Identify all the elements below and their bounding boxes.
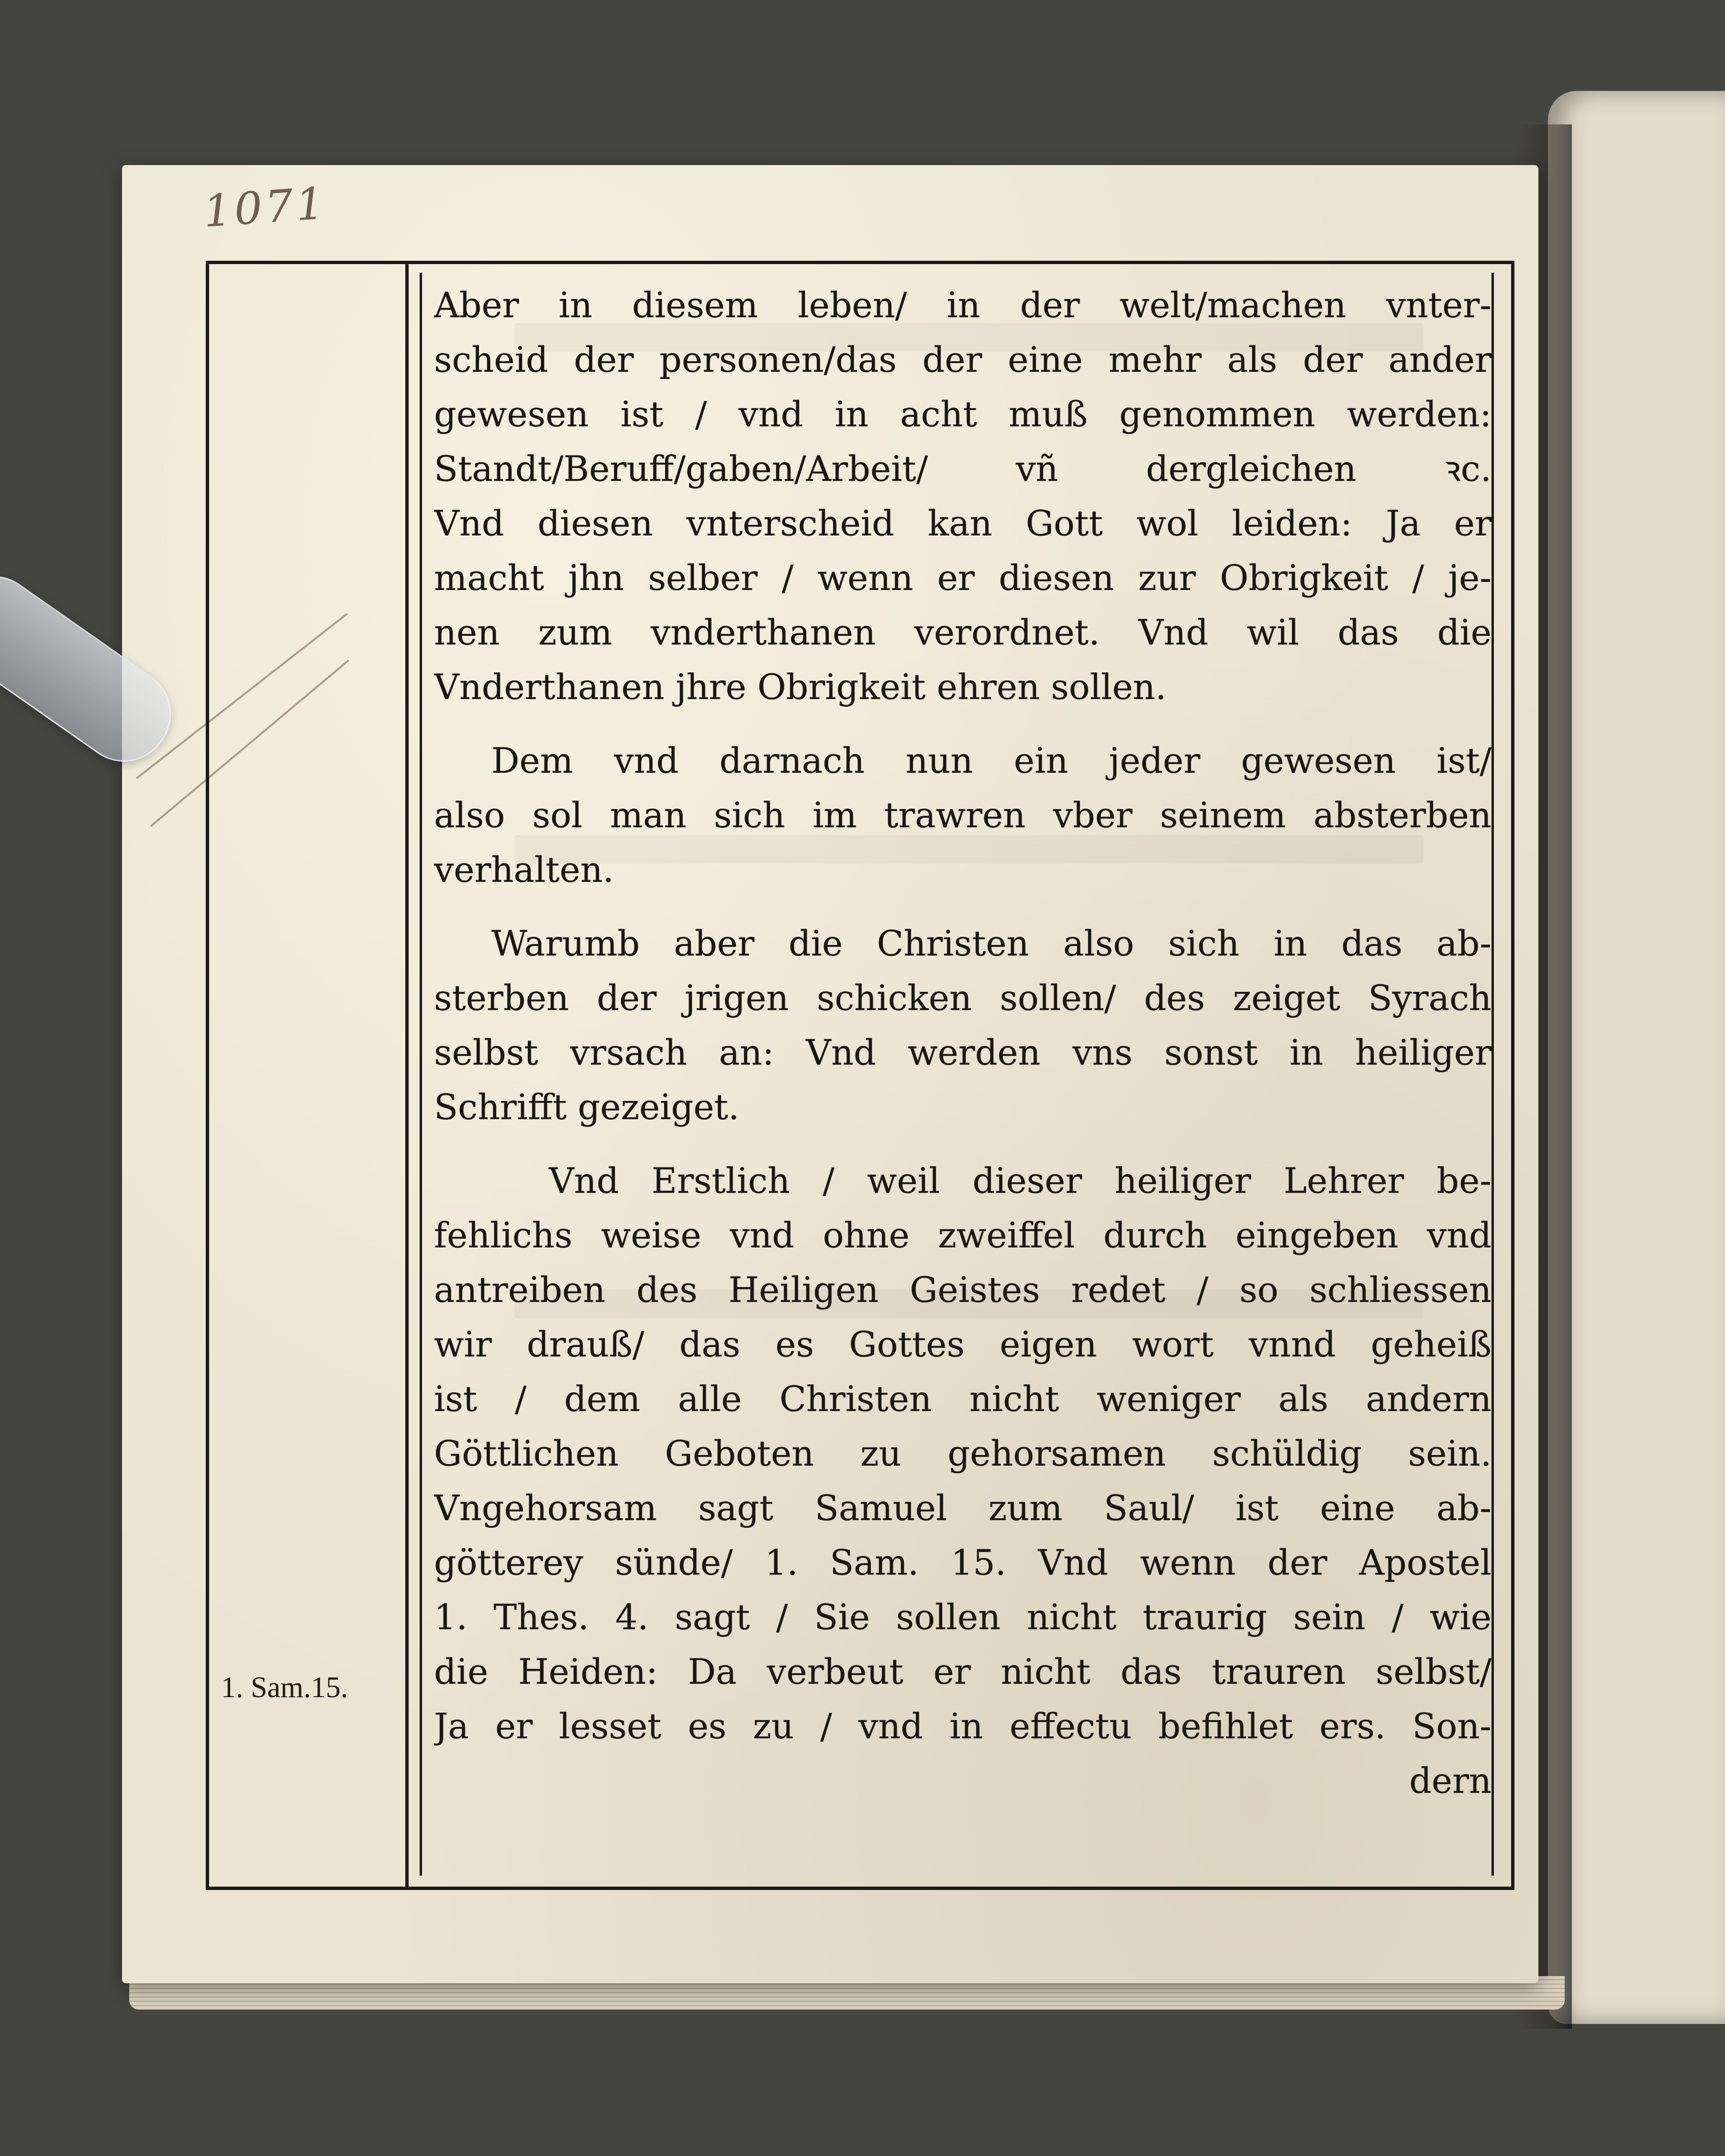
text-line: Standt/Beruff/gaben/Arbeit/ vñ dergleichen ꝛc. xyxy=(434,449,1491,489)
handwritten-page-number: 1071 xyxy=(201,178,329,237)
text-line: Vnd Erstlich / weil dieser heiliger Lehrer be- xyxy=(549,1161,1491,1201)
text-line: Vnderthanen jhre Obrigkeit ehren sollen. xyxy=(434,667,1167,708)
text-line: wir drauß/ das es Gottes eigen wort vnnd geheiß xyxy=(434,1324,1491,1365)
text-line: verhalten. xyxy=(434,850,614,890)
text-line: Schrifft gezeiget. xyxy=(434,1087,739,1128)
text-line: sterben der jrigen schicken sollen/ des zeiget Syrach xyxy=(434,978,1491,1019)
text-line: antreiben des Heiligen Geistes redet / so schliessen xyxy=(434,1270,1491,1311)
paragraph-gap xyxy=(434,715,1491,734)
text-line: Dem vnd darnach nun ein jeder gewesen ist/ xyxy=(491,741,1491,781)
book-page xyxy=(122,165,1538,1983)
text-line: götterey sünde/ 1. Sam. 15. Vnd wenn der Apostel xyxy=(434,1543,1491,1583)
marginal-note: 1. Sam.15. xyxy=(221,1671,348,1704)
body-text xyxy=(434,278,1491,1809)
text-line: scheid der personen/das der eine mehr als der ander xyxy=(434,340,1491,380)
text-line: selbst vrsach an: Vnd werden vns sonst in heiliger xyxy=(434,1033,1491,1073)
paragraph-gap xyxy=(434,898,1491,917)
text-line: Warumb aber die Christen also sich in das ab- xyxy=(491,923,1491,964)
text-line: die Heiden: Da verbeut er nicht das trauren selbst/ xyxy=(434,1652,1491,1692)
text-line: macht jhn selber / wenn er diesen zur Obrigkeit / je- xyxy=(434,558,1491,599)
text-line: Vnd diesen vnterscheid kan Gott wol leiden: Ja er xyxy=(434,503,1491,544)
text-line: dern xyxy=(1409,1761,1491,1801)
margin-divider xyxy=(405,264,409,1887)
text-line: fehlichs weise vnd ohne zweiffel durch eingeben vnd xyxy=(434,1215,1491,1256)
text-line: Göttlichen Geboten zu gehorsamen schüldig sein. xyxy=(434,1434,1491,1474)
printed-frame xyxy=(206,261,1514,1890)
text-line: Aber in diesem leben/ in der welt/machen vnter- xyxy=(434,285,1491,326)
text-line: 1. Thes. 4. sagt / Sie sollen nicht traurig sein / wie xyxy=(434,1597,1491,1638)
facing-page-text-fragment xyxy=(1581,177,1706,222)
text-line: Ja er lesset es zu / vnd in effectu befihlet ers. Son- xyxy=(434,1706,1491,1747)
paragraph-gap xyxy=(434,1135,1491,1154)
text-line: Vngehorsam sagt Samuel zum Saul/ ist eine ab- xyxy=(434,1488,1491,1529)
text-line: ist / dem alle Christen nicht weniger als andern xyxy=(434,1379,1491,1420)
text-line: gewesen ist / vnd in acht muß genommen werden: xyxy=(434,394,1491,435)
text-line: also sol man sich im trawren vber seinem absterben xyxy=(434,795,1491,836)
facing-page xyxy=(1548,91,1725,2024)
text-line: nen zum vnderthanen verordnet. Vnd wil das die xyxy=(434,612,1491,653)
